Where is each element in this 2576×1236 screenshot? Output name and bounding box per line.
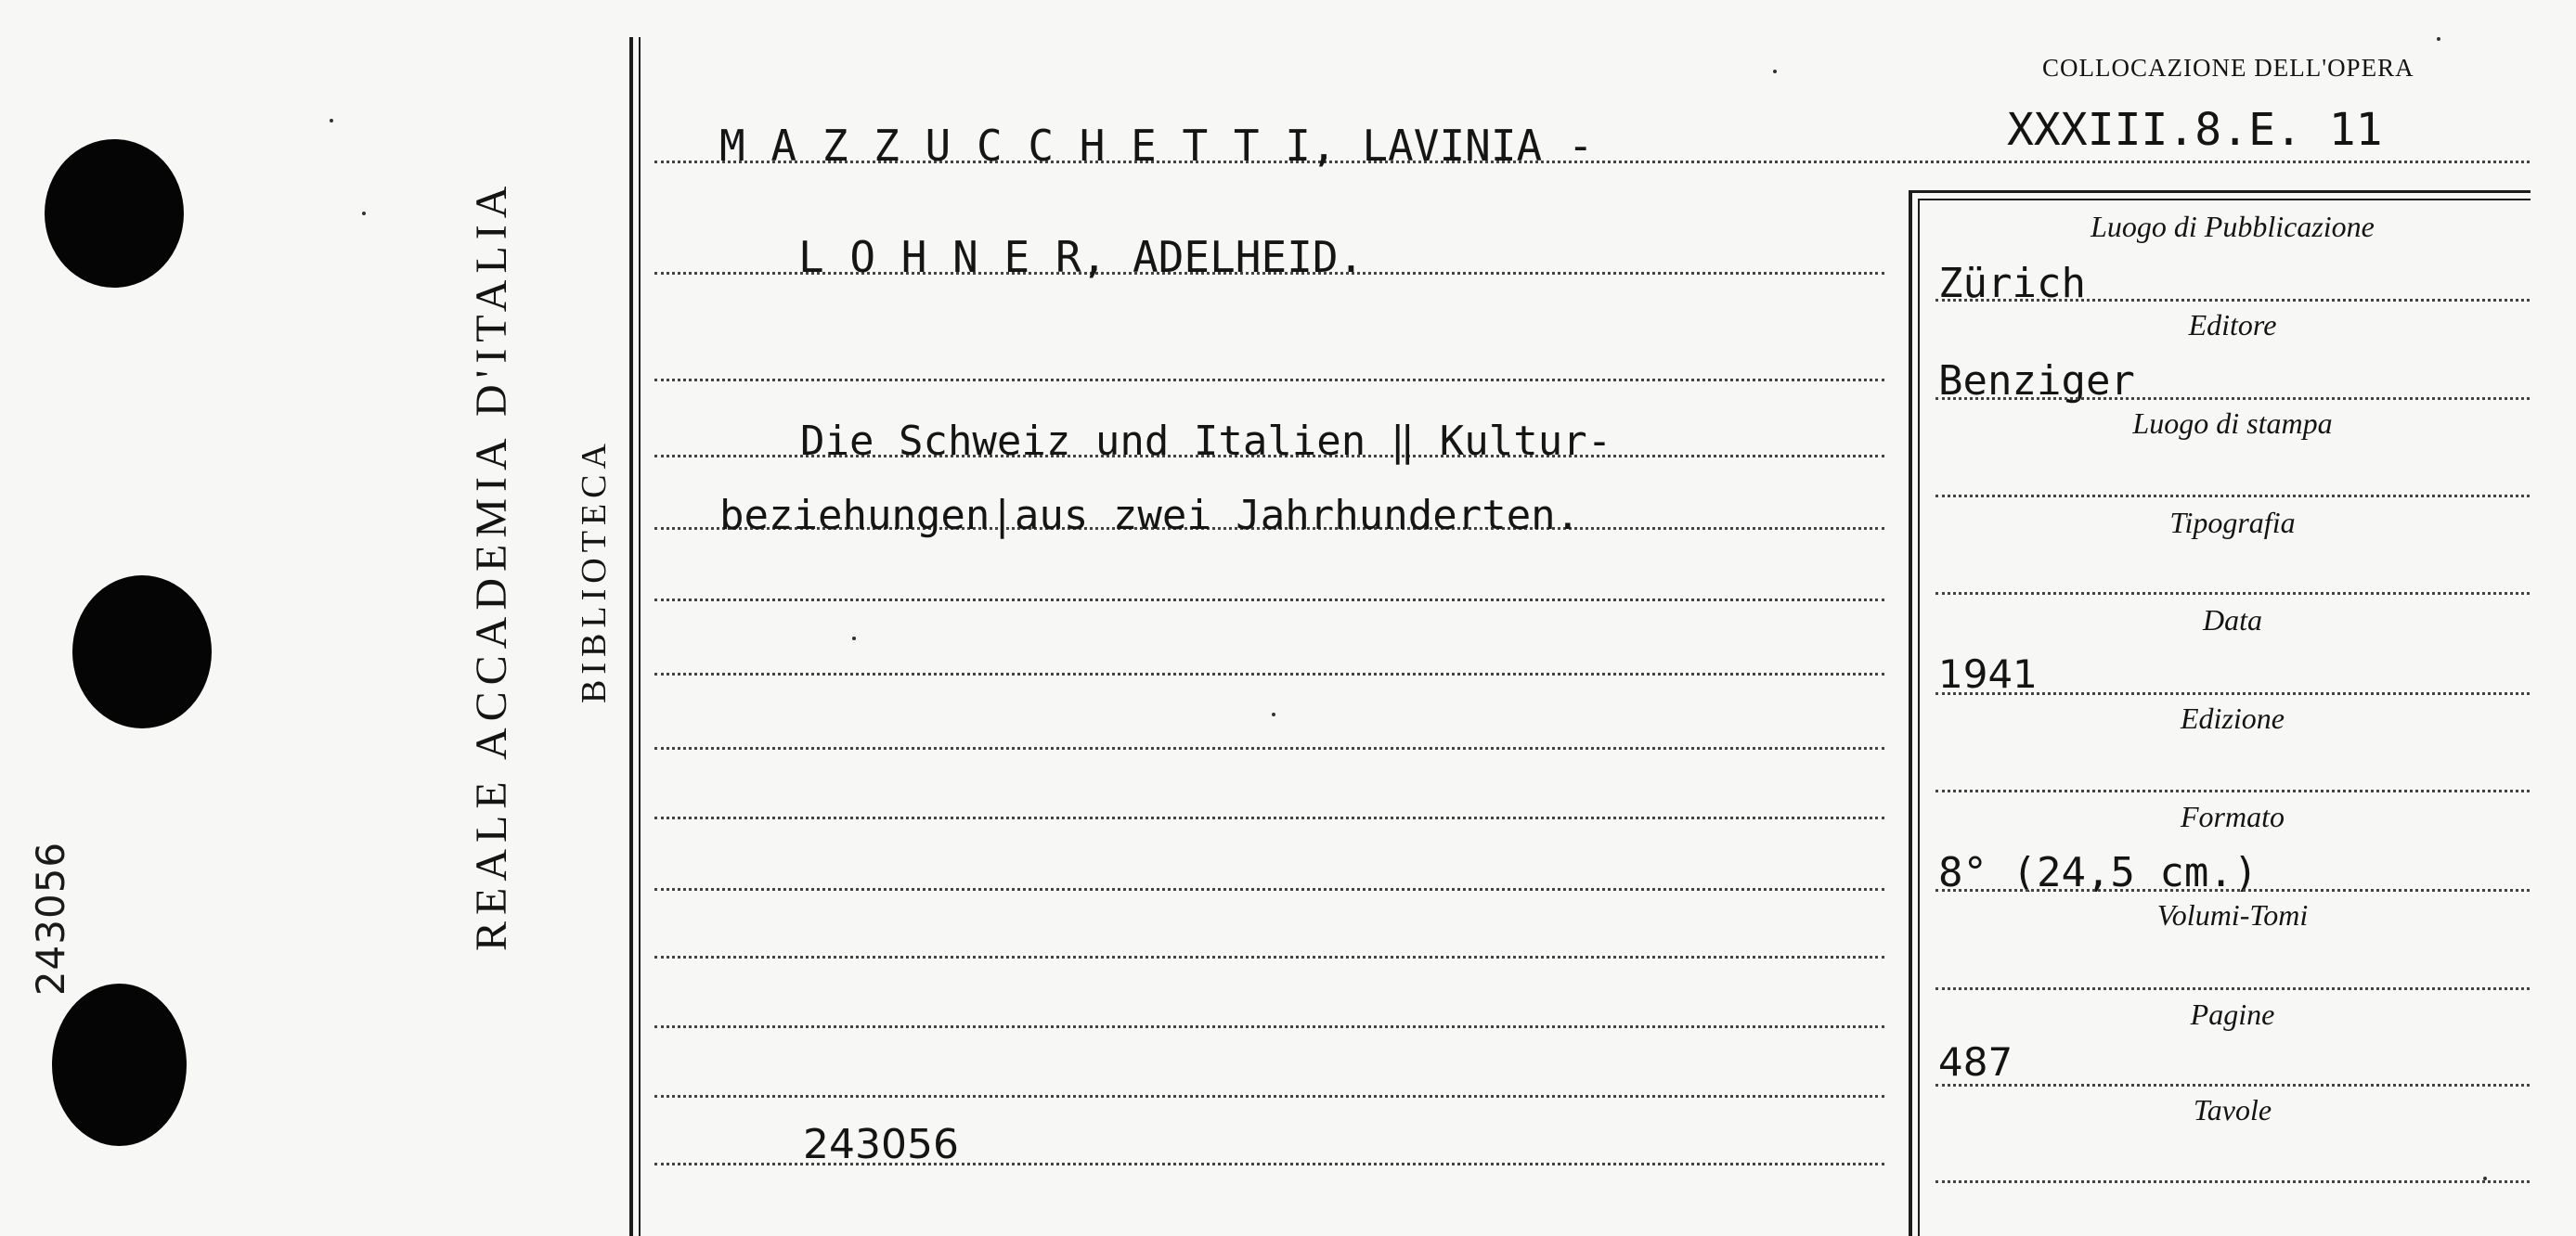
side-inventory-number: 243056 bbox=[28, 841, 73, 997]
field-label-volumi-tomi: Volumi-Tomi bbox=[2156, 898, 2309, 932]
field-ruling-line bbox=[1935, 397, 2530, 400]
scan-speck bbox=[2437, 37, 2440, 41]
scan-speck bbox=[2483, 1177, 2487, 1180]
field-label-luogo-stampa: Luogo di stampa bbox=[2132, 406, 2333, 440]
field-panel-border-inner bbox=[1918, 199, 1920, 1236]
collocation-value: XXXIII.8.E. 11 bbox=[2007, 104, 2383, 156]
left-border-rule bbox=[629, 37, 633, 1236]
field-ruling-line bbox=[1935, 889, 2530, 892]
field-ruling-line bbox=[1935, 987, 2530, 990]
field-label-editore: Editore bbox=[2188, 308, 2277, 341]
scan-speck bbox=[1272, 713, 1275, 716]
field-label-tipografia: Tipografia bbox=[2169, 506, 2296, 539]
scan-speck bbox=[330, 119, 333, 122]
scan-speck bbox=[362, 212, 366, 215]
ruling-line bbox=[654, 1095, 1884, 1098]
ruling-line bbox=[654, 888, 1884, 891]
field-ruling-line bbox=[1935, 1180, 2530, 1183]
institution-heading: REALE ACCADEMIA D'ITALIA bbox=[467, 179, 516, 951]
ruling-line bbox=[654, 747, 1884, 750]
field-value-editore: Benziger bbox=[1938, 357, 2135, 405]
field-ruling-line bbox=[1935, 790, 2530, 792]
field-label-pagine: Pagine bbox=[2190, 998, 2275, 1031]
ruling-line bbox=[654, 673, 1884, 676]
field-label-tavole: Tavole bbox=[2193, 1093, 2272, 1127]
field-ruling-line bbox=[1935, 692, 2530, 695]
title-line-2: beziehungen|aus zwei Jahrhunderten. bbox=[719, 492, 1581, 539]
collocation-label: COLLOCAZIONE DELL'OPERA bbox=[2042, 54, 2414, 82]
field-ruling-line bbox=[1935, 1084, 2530, 1087]
ruling-line bbox=[654, 599, 1884, 601]
field-ruling-line bbox=[1935, 495, 2530, 497]
ruling-line bbox=[654, 1025, 1884, 1028]
author-line-1: M A Z Z U C C H E T T I, LAVINIA - bbox=[719, 121, 1594, 171]
left-border-rule-inner bbox=[639, 37, 641, 1236]
inventory-number: 243056 bbox=[803, 1121, 959, 1168]
author-line-2: L O H N E R, ADELHEID. bbox=[798, 232, 1365, 282]
field-label-luogo-pubblicazione: Luogo di Pubblicazione bbox=[2091, 210, 2375, 243]
field-label-formato: Formato bbox=[2181, 800, 2285, 833]
field-label-data: Data bbox=[2203, 603, 2262, 637]
scan-speck bbox=[1773, 70, 1777, 73]
ruling-line bbox=[654, 817, 1884, 819]
ruling-line bbox=[654, 956, 1884, 959]
department-heading: BIBLIOTECA bbox=[575, 438, 614, 703]
field-ruling-line bbox=[1935, 299, 2530, 302]
field-panel-top-rule-inner bbox=[1918, 199, 2531, 200]
field-value-data: 1941 bbox=[1938, 651, 2038, 697]
field-value-formato: 8° (24,5 cm.) bbox=[1938, 849, 2259, 896]
punch-hole-top bbox=[45, 139, 184, 288]
field-value-pagine: 487 bbox=[1938, 1039, 2013, 1085]
scan-speck bbox=[852, 637, 856, 640]
punch-hole-middle bbox=[72, 575, 212, 728]
field-panel-top-rule bbox=[1909, 190, 2531, 193]
field-label-edizione: Edizione bbox=[2181, 702, 2285, 735]
field-ruling-line bbox=[1935, 592, 2530, 595]
title-line-1: Die Schweiz und Italien ‖ Kultur- bbox=[800, 418, 1612, 465]
field-value-luogo-pubblicazione: Zürich bbox=[1938, 260, 2086, 307]
ruling-line bbox=[654, 379, 1884, 381]
punch-hole-bottom bbox=[52, 984, 187, 1146]
field-panel-border bbox=[1909, 190, 1912, 1236]
